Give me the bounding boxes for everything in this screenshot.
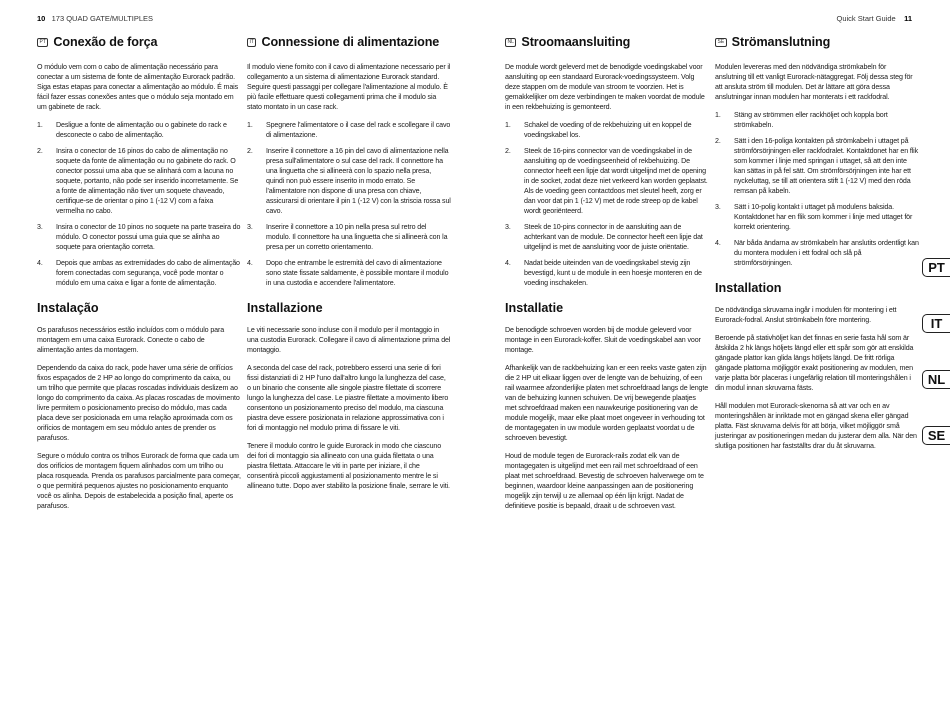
power-intro: O módulo vem com o cabo de alimentação necessário para conectar a um sistema de fonte de alimentação Eurorack padrão. Siga estas etapas para conectar a alimentação ao módulo. É mais fácil fazer essas conexões antes que o módulo seja montado em um gabinete de rack.	[37, 63, 239, 111]
language-badge: SE	[715, 38, 727, 47]
step-text: Nadat beide uiteinden van de voedingskabel stevig zijn bevestigd, kunt u de module in een hoesje monteren en de voeding inschakelen.	[524, 259, 702, 287]
installation-title: Instalação	[37, 301, 99, 315]
step-number: 2.	[247, 147, 253, 155]
step-number: 1.	[715, 111, 721, 119]
column-nl	[505, 34, 709, 519]
step-text: Desligue a fonte de alimentação ou o gabinete do rack e desconecte o cabo de alimentação.	[56, 121, 227, 139]
step-text: Depois que ambas as extremidades do cabo de alimentação forem conectadas com segurança, você pode montar o módulo em uma caixa e ligar a fonte de alimentação.	[56, 259, 240, 287]
power-connection-title: Stroomaansluiting	[521, 35, 631, 49]
section-header-power	[505, 34, 709, 50]
language-badge: IT	[247, 38, 256, 47]
right-running-title: Quick Start Guide	[836, 14, 896, 23]
side-tab-nl[interactable]: NL	[922, 370, 950, 389]
column-it	[247, 34, 451, 499]
power-connection-title: Conexão de força	[53, 35, 158, 49]
step-number: 2.	[715, 137, 721, 145]
install-paragraph: Beroende på stativhöljet kan det finnas en serie fasta hål som är åtskilda 2 hk längs höljets längd eller ett spår som gör att enskilda gängade plattor kan glida längs höljets längd. De fritt rörliga gängade plattorna möjliggör exakt positionering av modulen, men varje platta bör placeras i ungefärlig relation till monteringshålen i din modul innan skruvarna fästs.	[715, 334, 914, 392]
step-item	[505, 222, 709, 252]
install-paragraph: De nödvändiga skruvarna ingår i modulen för montering i ett Eurorack-fodral. Anslut strömkabeln före montering.	[715, 306, 897, 324]
step-number: 4.	[247, 259, 253, 267]
side-tab-pt[interactable]: PT	[922, 258, 950, 277]
step-item	[247, 146, 451, 216]
power-connection-title: Strömanslutning	[731, 35, 831, 49]
power-steps	[505, 120, 709, 288]
step-text: Dopo che entrambe le estremità del cavo di alimentazione sono state fissate saldamente, è possibile montare il modulo in una custodia e accendere l'alimentatore.	[266, 259, 449, 287]
step-item	[37, 146, 241, 216]
step-item	[505, 146, 709, 216]
install-paragraph: Tenere il modulo contro le guide Eurorack in modo che ciascuno dei fori di montaggio sia allineato con una guida filettata o una piastra filettata. Attaccare le viti in parte per iniziare, il che consentirà piccoli aggiustamenti al posizionamento mentre le si allineano tutte. Dopo aver stabilito la posizione finale, serrare le viti.	[247, 442, 450, 490]
step-item	[715, 110, 919, 130]
step-text: När båda ändarna av strömkabeln har anslutits ordentligt kan du montera modulen i ett fodral och slå på strömförsörjningen.	[734, 239, 919, 267]
step-number: 3.	[37, 223, 43, 231]
step-text: Insira o conector de 16 pinos do cabo de alimentação no soquete da fonte de alimentação ou no gabinete do rack. O conector possui uma aba que se alinhará com a lacuna no soquete, portanto, não pode ser inserido incorretamente. Se a fonte de alimentação não tiver um soquete chaveado, certifique-se de orientar o pino 1 (-12 V) com a faixa vermelha no cabo.	[56, 147, 239, 215]
step-item	[715, 202, 919, 232]
step-text: Steek de 16-pins connector van de voedingskabel in de aansluiting op de voedingseenheid of rekbehuizing. De connector heeft een lipje dat wordt uitgelijnd met de opening in de socket, zodat deze niet verkeerd kan worden geplaatst. Als de voeding geen contactdoos met sleutel heeft, zorg er dan voor dat pin 1 (-12 V) met de rode streep op de kabel wordt georiënteerd.	[524, 147, 708, 215]
power-steps	[37, 120, 241, 288]
step-text: Steek de 10-pins connector in de aansluiting aan de achterkant van de module. De connector heeft een lipje dat uitgelijnd is met de aansluiting voor de juiste oriëntatie.	[524, 223, 703, 251]
step-number: 3.	[715, 203, 721, 211]
header-right	[837, 14, 912, 23]
step-number: 3.	[505, 223, 511, 231]
install-paragraph: De benodigde schroeven worden bij de module geleverd voor montage in een Eurorack-koffer. Sluit de voedingskabel aan voor montage.	[505, 326, 701, 354]
step-number: 2.	[505, 147, 511, 155]
step-text: Sätt i 10-polig kontakt i uttaget på modulens baksida. Kontaktdonet har en flik som kommer i linje med uttaget för korrekt orientering.	[734, 203, 913, 231]
step-number: 1.	[37, 121, 43, 129]
power-steps	[247, 120, 451, 288]
step-item	[715, 238, 919, 268]
step-item	[247, 120, 451, 140]
column-se	[715, 34, 919, 459]
step-item	[247, 222, 451, 252]
step-number: 4.	[37, 259, 43, 267]
step-text: Inserire il connettore a 10 pin nella presa sul retro del modulo. Il connettore ha una linguetta che si allineerà con la presa per un corretto orientamento.	[266, 223, 448, 251]
step-item	[715, 136, 919, 196]
step-text: Sätt i den 16-poliga kontakten på strömkabeln i uttaget på strömförsörjningen eller rackfodralet. Kontaktdonet har en flik som kommer i linje med springan i uttaget, så att den inte kan sättas in på fel sätt. Om strömförsörjningen inte har ett nyckeluttag, se till att orientera stift 1 (-12 V) med den röda remsan på kabeln.	[734, 137, 919, 195]
left-running-title: 173 QUAD GATE/MULTIPLES	[51, 14, 154, 23]
step-text: Schakel de voeding of de rekbehuizing uit en koppel de voedingskabel los.	[524, 121, 692, 139]
step-item	[37, 120, 241, 140]
step-number: 4.	[505, 259, 511, 267]
install-paragraph: Le viti necessarie sono incluse con il modulo per il montaggio in una custodia Eurorack. Collegare il cavo di alimentazione prima del montaggio.	[247, 326, 451, 354]
step-text: Inserire il connettore a 16 pin del cavo di alimentazione nella presa sull'alimentatore o sul case del rack. Il connettore ha una linguetta che si allineerà con lo spazio nella presa, quindi non può essere inserito in modo errato. Se l'alimentatore non dispone di una presa con chiave, assicurarsi di orientare il pin 1 (-12 V) con la striscia rossa sul cavo.	[266, 147, 451, 215]
power-steps	[715, 110, 919, 268]
install-paragraph: A seconda del case del rack, potrebbero esserci una serie di fori fissi distanziati di 2 HP l'uno dall'altro lungo la lunghezza del case, o un binario che consente alle singole piastre filettate di scorrere lungo la lunghezza del case. Le piastre filettate a movimento libero consentono un posizionamento preciso del modulo, ma ciascuna piastra deve essere posizionata in relazione approssimativa con i fori di montaggio nel modulo prima di fissare le viti.	[247, 364, 449, 432]
step-number: 3.	[247, 223, 253, 231]
step-text: Spegnere l'alimentatore o il case del rack e scollegare il cavo di alimentazione.	[266, 121, 451, 139]
right-page-number: 11	[904, 14, 912, 23]
column-pt	[37, 34, 241, 519]
install-paragraph: Os parafusos necessários estão incluídos com o módulo para montagem em uma caixa Eurorack. Conecte o cabo de alimentação antes da montagem.	[37, 326, 225, 354]
installation-title: Installazione	[247, 301, 323, 315]
step-item	[37, 222, 241, 252]
install-paragraph: Afhankelijk van de rackbehuizing kan er een reeks vaste gaten zijn die 2 HP uit elkaar liggen over de lengte van de behuizing, of een rail waarmee afzonderlijke platen met schroefdraad langs de lengte van de behuizing kunnen schuiven. De vrij bewegende plaatjes met schroefdraad maken een nauwkeurige positionering van de module mogelijk, maar elke plaat moet ongeveer in verhouding tot de montagegaten in uw module worden geplaatst voordat u de schroeven bevestigt.	[505, 364, 709, 442]
step-item	[505, 258, 709, 288]
section-header-power	[37, 34, 241, 50]
left-page-number: 10	[37, 14, 46, 23]
step-text: Stäng av strömmen eller rackhöljet och koppla bort strömkabeln.	[734, 111, 888, 129]
step-text: Insira o conector de 10 pinos no soquete na parte traseira do módulo. O conector possui uma guia que se alinha ao soquete para orientação correta.	[56, 223, 241, 251]
section-header-power	[247, 34, 451, 50]
step-number: 1.	[247, 121, 253, 129]
step-number: 1.	[505, 121, 511, 129]
header-left	[37, 14, 153, 23]
install-paragraph: Håll modulen mot Eurorack-skenorna så att var och en av monteringshålen är inriktade mot en gängad skena eller gängad platta. Fäst skruvarna delvis för att börja, vilket möjliggör små justeringar av positioneringen medan du justerar dem alla. När den slutliga positionen har fastställts drar du åt skruvarna.	[715, 402, 917, 450]
power-intro: Il modulo viene fornito con il cavo di alimentazione necessario per il collegamento a un sistema di alimentazione Eurorack standard. Seguire questi passaggi per collegare l'alimentazione al modulo. È più facile effettuare questi collegamenti prima che il modulo sia stato montato in un case rack.	[247, 63, 451, 111]
step-number: 4.	[715, 239, 721, 247]
power-intro: Modulen levereras med den nödvändiga strömkabeln för anslutning till ett vanligt Eurorack-nätaggregat. Följ dessa steg för att ansluta ström till modulen. Det är lättare att göra dessa anslutningar innan modulen har monterats i ett rackfodral.	[715, 63, 913, 101]
section-header-power	[715, 34, 919, 50]
install-paragraph: Dependendo da caixa do rack, pode haver uma série de orifícios fixos espaçados de 2 HP ao longo do comprimento da caixa, ou um trilho que permite que placas roscadas individuais deslizem ao longo do comprimento da caixa. As placas roscadas de movimento livre permitem o posicionamento preciso do módulo, mas cada placa deve ser posicionada em uma relação aproximada com os orifícios de montagem em seu módulo antes de prender os parafusos.	[37, 364, 240, 442]
step-number: 2.	[37, 147, 43, 155]
install-paragraph: Segure o módulo contra os trilhos Eurorack de forma que cada um dos orifícios de montagem fiquem alinhados com um trilho ou placa rosqueada. Prenda os parafusos parcialmente para começar, o que permitirá pequenos ajustes no posicionamento enquanto você os alinha. Depois de estabelecida a posição final, aperte os parafusos.	[37, 452, 241, 510]
side-tab-se[interactable]: SE	[922, 426, 950, 445]
installation-title: Installatie	[505, 301, 564, 315]
install-paragraph: Houd de module tegen de Eurorack-rails zodat elk van de montagegaten is uitgelijnd met een rail met schroefdraad of een plaat met schroefdraad. Bevestig de schroeven halverwege om te beginnen, waardoor kleine aanpassingen aan de positionering mogelijk zijn terwijl u ze allemaal op één lijn krijgt. Nadat de definitieve positie is bepaald, draait u de schroeven vast.	[505, 452, 704, 510]
step-item	[37, 258, 241, 288]
language-badge: PT	[37, 38, 48, 47]
step-item	[247, 258, 451, 288]
power-connection-title: Connessione di alimentazione	[261, 35, 440, 49]
step-item	[505, 120, 709, 140]
installation-title: Installation	[715, 281, 782, 295]
side-tab-it[interactable]: IT	[922, 314, 950, 333]
power-intro: De module wordt geleverd met de benodigde voedingskabel voor aansluiting op een standaard Eurorack-voedingssysteem. Volg deze stappen om de module van stroom te voorzien. Het is gemakkelijker om deze verbindingen te maken voordat de module in een rekbehuizing is gemonteerd.	[505, 63, 705, 111]
language-badge: NL	[505, 38, 516, 47]
